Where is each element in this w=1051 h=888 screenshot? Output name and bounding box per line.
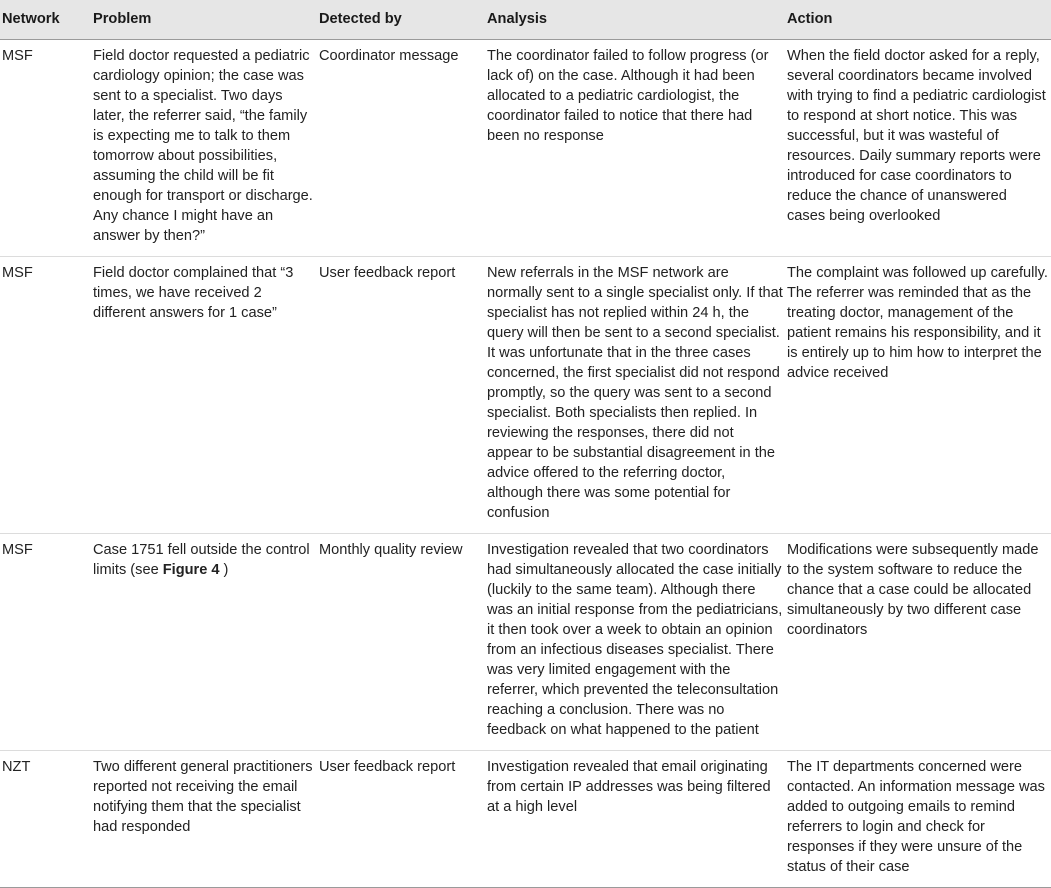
problem-text-end: )	[219, 562, 229, 578]
cell-detected-by: User feedback report	[319, 265, 456, 281]
cell-action: Modifications were subsequently made to the system software to reduce the chance that a case could be allocated simultaneously by two different case coordinators	[787, 542, 1039, 638]
header-analysis: Analysis	[485, 0, 785, 40]
table-header	[0, 0, 1051, 40]
cell-network: NZT	[2, 759, 31, 775]
cell-network: MSF	[2, 48, 33, 64]
cell-analysis: Investigation revealed that two coordinators had simultaneously allocated the case initially (luckily to the same team). Although there was an initial response from the pediatricians, it then took over a week to obtain an opinion from an infectious diseases specialist. There was very limited engagement with the referrer, which prevented the teleconsultation reaching a conclusion. There was no feedback on what happened to the patient	[487, 542, 783, 738]
header-action: Action	[785, 0, 1051, 40]
cell-action: When the field doctor asked for a reply, several coordinators became involved with trying to find a pediatric cardiologist to respond at short notice. This was successful, but it was wasteful of resources. Daily summary reports were introduced for case coordinators to reduce the chance of unanswered cases being overlooked	[787, 48, 1046, 224]
header-row	[0, 0, 1051, 40]
cell-problem: Two different general practitioners reported not receiving the email notifying them that the specialist had responded	[93, 759, 313, 835]
header-problem: Problem	[91, 0, 317, 40]
cell-network: MSF	[2, 542, 33, 558]
problem-text: Case 1751 fell outside the control limits (see	[93, 542, 310, 578]
table-row	[0, 534, 1051, 751]
cell-detected-by: User feedback report	[319, 759, 456, 775]
cell-action: The complaint was followed up carefully. The referrer was reminded that as the treating doctor, management of the patient remains his responsibility, and it is entirely up to him how to interpret the advice received	[787, 265, 1048, 381]
table-body	[0, 40, 1051, 888]
cell-detected-by: Monthly quality review	[319, 542, 463, 558]
cell-analysis: The coordinator failed to follow progress (or lack of) on the case. Although it had been allocated to a pediatric cardiologist, the coordinator failed to notice that there had been no response	[487, 48, 769, 144]
header-detected-by: Detected by	[317, 0, 485, 40]
table-row	[0, 257, 1051, 534]
cell-analysis: New referrals in the MSF network are normally sent to a single specialist only. If that specialist has not replied within 24 h, the query will then be sent to a second specialist. It was unfortunate that in the three cases concerned, the first specialist did not respond promptly, so the query was sent to a second specialist. Both specialists then replied. In reviewing the responses, there did not appear to be substantial disagreement in the advice offered to the referring doctor, although there was some potential for confusion	[487, 265, 783, 521]
figure-4-link[interactable]: Figure 4	[162, 562, 220, 578]
cell-analysis: Investigation revealed that email originating from certain IP addresses was being filtered at a high level	[487, 759, 771, 815]
header-network: Network	[0, 0, 91, 40]
table-row	[0, 751, 1051, 888]
cell-problem: Field doctor complained that “3 times, we have received 2 different answers for 1 case”	[93, 265, 294, 321]
table-row	[0, 40, 1051, 257]
cell-problem: Field doctor requested a pediatric cardiology opinion; the case was sent to a specialist. Two days later, the referrer said, “the family is expecting me to talk to them tomorrow about possibilities, assuming the child will be fit enough for transport or discharge. Any chance I might have an answer by then?”	[93, 48, 313, 244]
cell-network: MSF	[2, 265, 33, 281]
cell-problem	[91, 534, 317, 751]
cell-action: The IT departments concerned were contacted. An information message was added to outgoing emails to remind referrers to login and check for responses if they were unsure of the status of their case	[787, 759, 1045, 875]
cell-detected-by: Coordinator message	[319, 48, 459, 64]
